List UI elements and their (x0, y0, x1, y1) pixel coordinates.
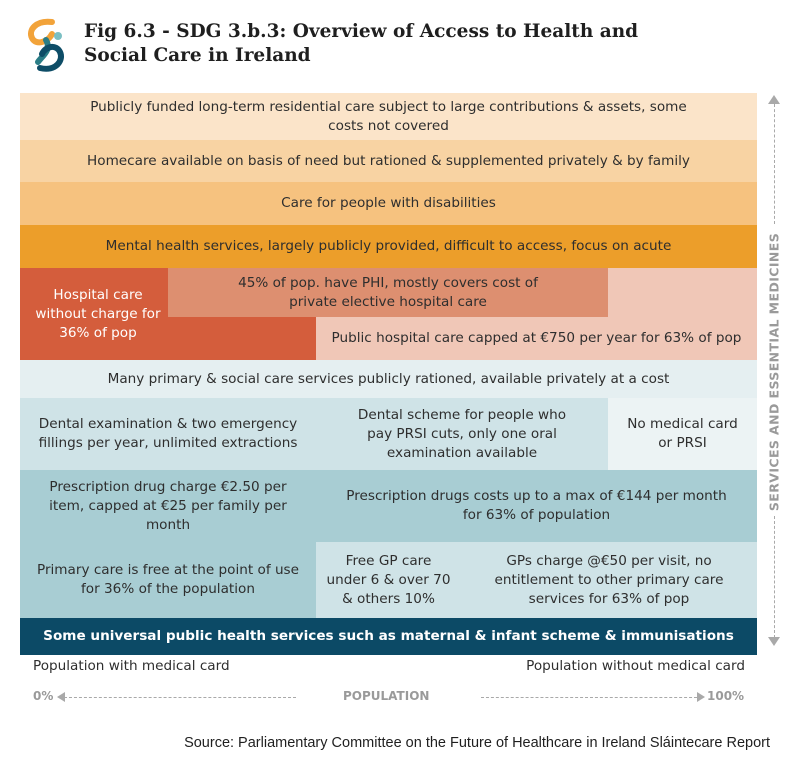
axis-line-left (64, 697, 296, 698)
residential-care-cell: Publicly funded long-term residential care subject to large contributions & assets, some costs not covered (20, 93, 757, 140)
axis-line-right (481, 697, 697, 698)
side-axis-label: SERVICES AND ESSENTIAL MEDICINES (766, 232, 782, 512)
pop-without-card-label: Population without medical card (526, 658, 745, 674)
dental-prsi-cell: Dental scheme for people who pay PRSI cuts, only one oral examination available (316, 398, 608, 470)
axis-start-label: 0% (33, 689, 54, 703)
no-card-cell: No medical card or PRSI (608, 398, 757, 470)
sdg-logo-icon (22, 16, 70, 74)
primary-free-cell: Primary care is free at the point of use for 36% of the population (20, 542, 316, 618)
phi-empty-cell (608, 268, 757, 317)
services-grid (20, 93, 757, 655)
universal-services-cell: Some universal public health services such as maternal & infant scheme & immunisations (20, 618, 757, 655)
pop-with-card-label: Population with medical card (33, 658, 230, 674)
axis-arrow-right-icon (697, 692, 705, 702)
mental-health-cell: Mental health services, largely publicly provided, difficult to access, focus on acute (20, 225, 757, 268)
prescription-charge-cell: Prescription drug charge €2.50 per item, capped at €25 per family per month (20, 470, 316, 542)
hospital-capped-cell: Public hospital care capped at €750 per year for 63% of pop (316, 317, 757, 360)
disabilities-cell: Care for people with disabilities (20, 182, 757, 225)
title-line-1: Fig 6.3 - SDG 3.b.3: Overview of Access to Health and (84, 21, 639, 42)
primary-rationed-cell: Many primary & social care services publicly rationed, available privately at a cost (20, 360, 757, 398)
dental-exam-cell: Dental examination & two emergency fillings per year, unlimited extractions (20, 398, 316, 470)
side-axis-line-top (774, 104, 775, 224)
gp-charge-cell: GPs charge @€50 per visit, no entitlement to other primary care services for 63% of pop (461, 542, 757, 618)
axis-end-label: 100% (707, 689, 745, 703)
free-gp-cell: Free GP care under 6 & over 70 & others 10% (316, 542, 461, 618)
figure-title (84, 20, 638, 68)
axis-title: POPULATION (343, 689, 430, 703)
homecare-cell: Homecare available on basis of need but rationed & supplemented privately & by family (20, 140, 757, 182)
prescription-max-cell: Prescription drugs costs up to a max of €144 per month for 63% of population (316, 470, 757, 542)
side-arrow-up-icon (768, 95, 780, 104)
source-note: Source: Parliamentary Committee on the Future of Healthcare in Ireland Sláintecare Report (184, 735, 770, 751)
side-axis-line-bottom (774, 516, 775, 638)
side-arrow-down-icon (768, 637, 780, 646)
hospital-free-cell: Hospital care without charge for 36% of pop (20, 268, 316, 360)
phi-cell: 45% of pop. have PHI, mostly covers cost of private elective hospital care (168, 268, 608, 317)
title-line-2: Social Care in Ireland (84, 45, 311, 66)
